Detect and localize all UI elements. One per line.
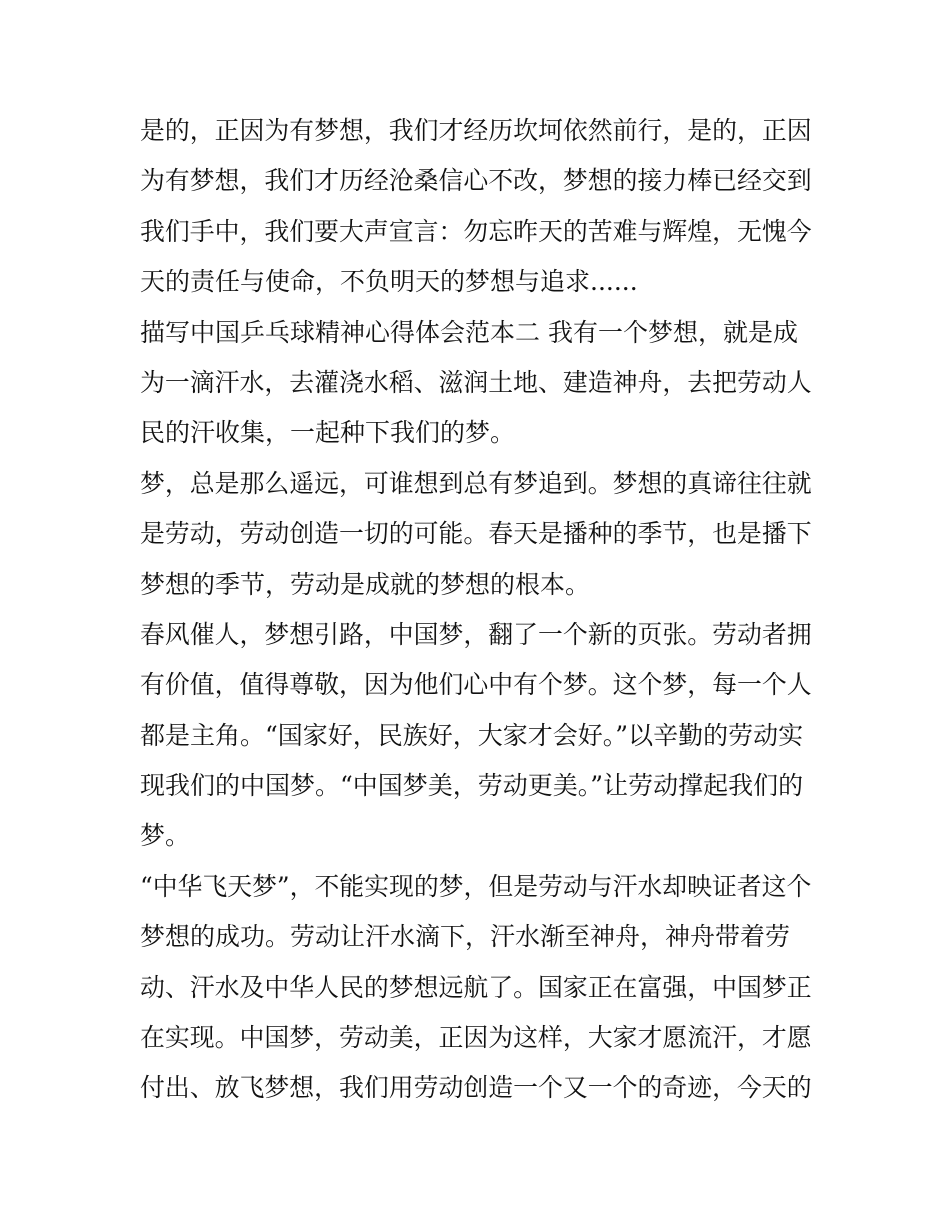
text-line: 动、汗水及中华人民的梦想远航了。国家正在富强，中国梦正 (140, 972, 812, 1002)
text-line: 梦。 (140, 821, 191, 851)
text-line: 都是主角。“国家好，民族好，大家才会好。”以辛勤的劳动实 (140, 720, 804, 750)
text-line: 梦想的成功。劳动让汗水滴下，汗水渐至神舟，神舟带着劳 (140, 922, 791, 952)
text-line: 梦，总是那么遥远，可谁想到总有梦追到。梦想的真谛往往就 (140, 468, 812, 498)
text-line: 现我们的中国梦。“中国梦美，劳动更美。”让劳动撑起我们的 (140, 771, 804, 801)
text-line: 描写中国乒乓球精神心得体会范本二 我有一个梦想，就是成 (140, 317, 798, 347)
text-line: 为一滴汗水，去灌浇水稻、滋润土地、建造神舟，去把劳动人 (140, 367, 812, 397)
text-line: 梦想的季节，劳动是成就的梦想的根本。 (140, 569, 591, 599)
text-line: 在实现。中国梦，劳动美，正因为这样，大家才愿流汗，才愿 (140, 1023, 812, 1053)
text-line: 有价值，值得尊敬，因为他们心中有个梦。这个梦，每一个人 (140, 670, 812, 700)
text-line: 为有梦想，我们才历经沧桑信心不改，梦想的接力棒已经交到 (140, 166, 812, 196)
document-body (140, 106, 812, 1114)
text-line: 是的，正因为有梦想，我们才经历坎坷依然前行，是的，正因 (140, 116, 812, 145)
text-line: 付出、放飞梦想，我们用劳动创造一个又一个的奇迹，今天的 (140, 1073, 812, 1103)
text-line: 我们手中，我们要大声宣言：勿忘昨天的苦难与辉煌，无愧今 (140, 216, 812, 246)
text-line: 民的汗收集，一起种下我们的梦。 (140, 418, 516, 448)
text-line: 春风催人，梦想引路，中国梦，翻了一个新的页张。劳动者拥 (140, 619, 812, 649)
text-line: 天的责任与使命，不负明天的梦想与追求...... (140, 267, 638, 297)
text-line: 是劳动，劳动创造一切的可能。春天是播种的季节，也是播下 (140, 519, 812, 549)
text-line: “中华飞天梦”，不能实现的梦，但是劳动与汗水却映证者这个 (140, 871, 812, 901)
